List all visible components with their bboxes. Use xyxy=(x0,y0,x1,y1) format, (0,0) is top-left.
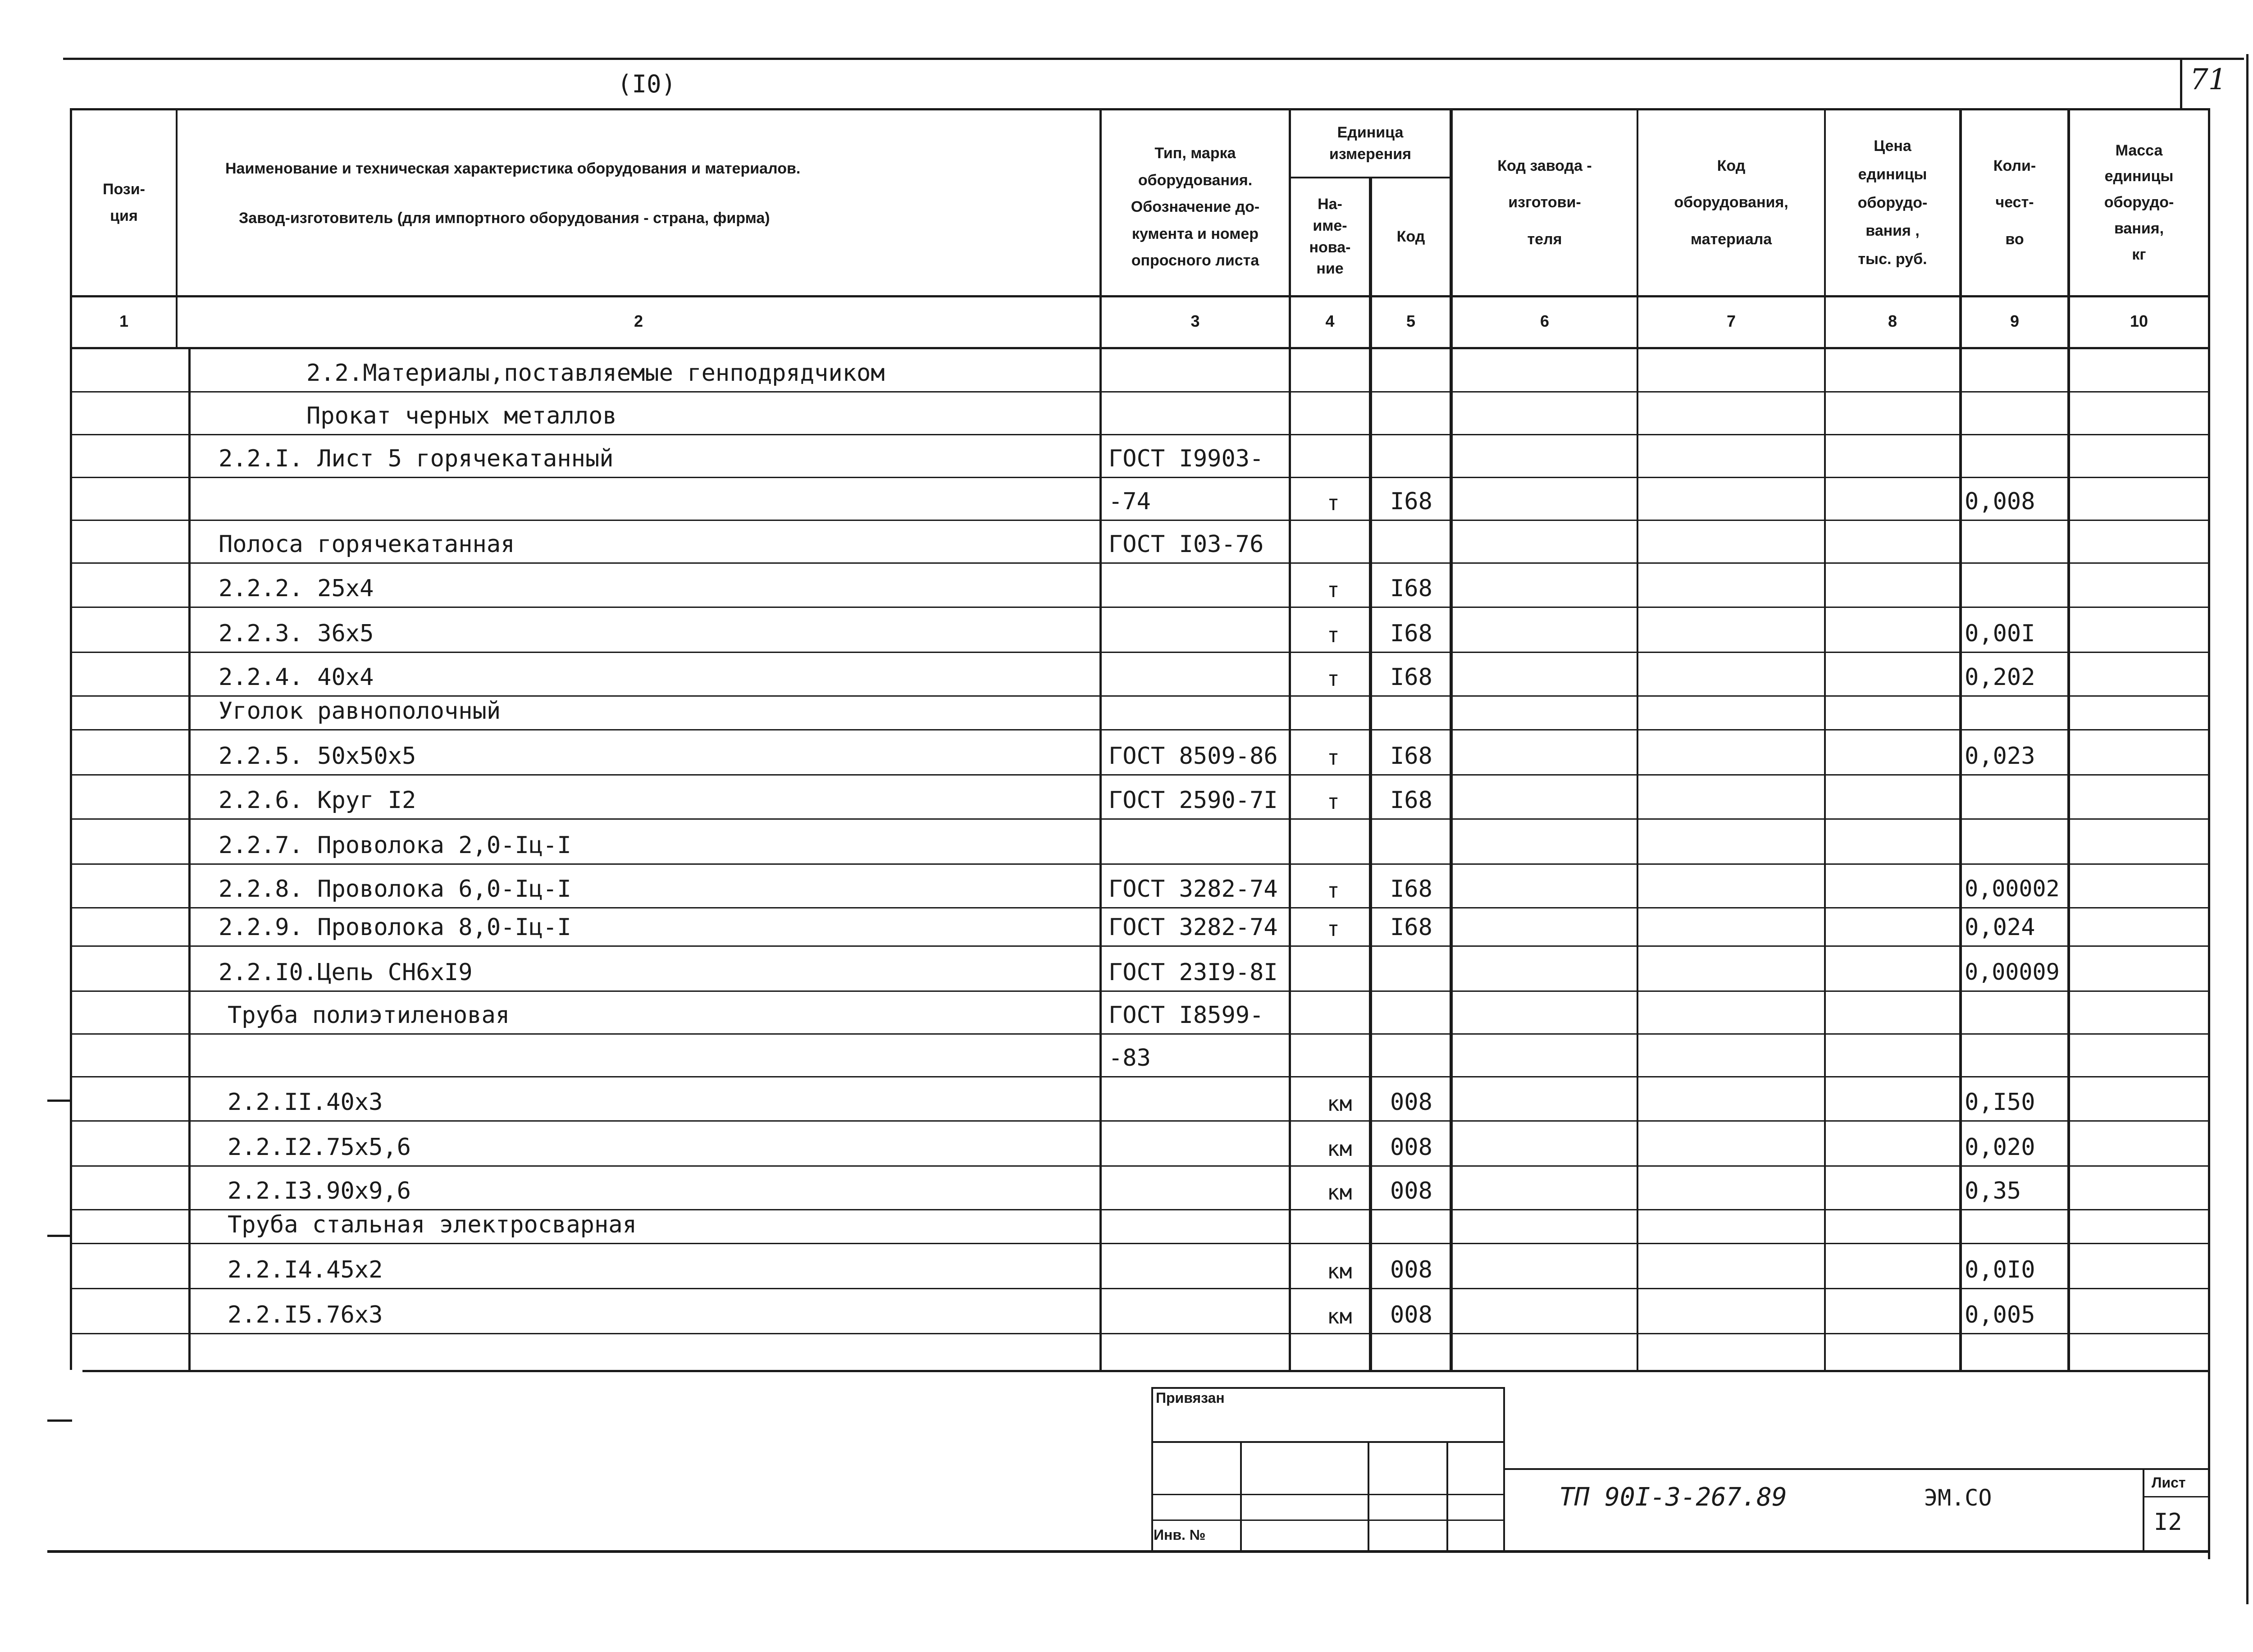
table-right-line xyxy=(2208,108,2210,1559)
row-doc: ГОСТ 2590-7I xyxy=(1108,787,1278,814)
row-doc: ГОСТ I03-76 xyxy=(1108,531,1264,558)
stamp-row-line-3 xyxy=(1151,1520,1505,1521)
row-line xyxy=(72,818,2208,820)
vline-6 xyxy=(1637,108,1638,1372)
colnum-10: 10 xyxy=(2130,312,2148,330)
row-doc: ГОСТ I9903- xyxy=(1108,445,1264,472)
header-equipment-code: Код оборудования, материала xyxy=(1674,157,1788,248)
row-code: I68 xyxy=(1390,575,1432,602)
row-doc: ГОСТ 23I9-8I xyxy=(1108,959,1278,986)
colnum-6: 6 xyxy=(1540,312,1550,330)
row-name: Прокат черных металлов xyxy=(306,402,617,429)
row-qty: 0,00009 xyxy=(1965,959,2060,985)
row-name: 2.2.I2.75х5,6 xyxy=(228,1134,411,1161)
row-code: 008 xyxy=(1390,1301,1432,1328)
vline-3 xyxy=(1289,108,1291,1372)
row-qty: 0,00002 xyxy=(1965,876,2060,902)
colnum-7: 7 xyxy=(1726,312,1736,330)
colnum-1: 1 xyxy=(119,312,129,330)
row-line xyxy=(72,863,2208,865)
row-line xyxy=(72,1033,2208,1035)
margin-tick-3 xyxy=(47,1419,72,1422)
row-qty: 0,020 xyxy=(1965,1134,2035,1161)
row-name: 2.2.8. Проволока 6,0-Iц-I xyxy=(219,876,571,903)
vline-4 xyxy=(1369,177,1372,1371)
sheet-label: Лист xyxy=(2152,1474,2186,1491)
header-unit-price: Цена единицы оборудо- вания , тыс. руб. xyxy=(1857,137,1928,268)
row-name: 2.2.7. Проволока 2,0-Iц-I xyxy=(219,832,571,859)
row-unit: км xyxy=(1327,1136,1352,1161)
colnum-9: 9 xyxy=(2010,312,2020,330)
row-qty: 0,005 xyxy=(1965,1301,2035,1328)
row-code: I68 xyxy=(1390,664,1432,691)
designation-top-line xyxy=(1505,1468,2209,1470)
row-name: 2.2.4. 40х4 xyxy=(219,664,374,691)
row-unit: км xyxy=(1327,1304,1352,1328)
sheet-code: ЭМ.СО xyxy=(1924,1485,1992,1511)
row-qty: 0,0I0 xyxy=(1965,1256,2035,1283)
table-left-line xyxy=(70,108,72,1370)
row-name: Полоса горячекатанная xyxy=(219,531,515,558)
top-border-line xyxy=(63,58,2244,60)
sheet-number: I2 xyxy=(2154,1509,2182,1536)
margin-tick-2 xyxy=(47,1235,72,1237)
row-doc: -83 xyxy=(1108,1045,1151,1072)
row-code: 008 xyxy=(1390,1177,1432,1205)
row-code: I68 xyxy=(1390,787,1432,814)
header-type-doc: Тип, марка оборудования. Обозначение до- кумента и номер опросного листа xyxy=(1131,145,1260,269)
colnum-5: 5 xyxy=(1406,312,1416,330)
vline-7 xyxy=(1824,108,1826,1372)
header-unit-group: Единица измерения xyxy=(1329,123,1411,163)
row-line xyxy=(72,1165,2208,1167)
row-name: 2.2.II.40х3 xyxy=(228,1089,383,1116)
stamp-left-line xyxy=(1151,1387,1153,1550)
row-unit: т xyxy=(1327,917,1340,941)
row-line xyxy=(72,774,2208,776)
header-quantity: Коли- чест- во xyxy=(1993,157,2036,248)
row-unit: км xyxy=(1327,1091,1352,1116)
stamp-top-line xyxy=(1151,1387,1505,1389)
row-name: Уголок равнополочный xyxy=(219,698,501,725)
header-unit-mass: Масса единицы оборудо- вания, кг xyxy=(2104,141,2174,263)
row-qty: 0,023 xyxy=(1965,743,2035,770)
stamp-tied-label: Привязан xyxy=(1156,1390,1225,1406)
sheet-box-left xyxy=(2143,1468,2144,1550)
row-name: 2.2.Материалы,поставляемые генподрядчиком xyxy=(306,360,885,387)
colnum-3: 3 xyxy=(1190,312,1200,330)
colnum-4: 4 xyxy=(1325,312,1335,330)
vline-9 xyxy=(2067,108,2070,1372)
header-name-line1: Наименование и техническая характеристика оборудования и материалов. xyxy=(225,160,801,177)
row-name: 2.2.5. 50х50х5 xyxy=(219,743,416,770)
row-code: I68 xyxy=(1390,743,1432,770)
row-unit: т xyxy=(1327,491,1340,515)
table-bottom-line xyxy=(82,1370,2210,1372)
row-doc: ГОСТ 3282-74 xyxy=(1108,914,1278,941)
row-name: 2.2.I. Лист 5 горячекатанный xyxy=(219,445,614,472)
header-name-line2: Завод-изготовитель (для импортного оборудования - страна, фирма) xyxy=(239,210,770,227)
margin-tick-1 xyxy=(47,1100,72,1102)
designation-code: ТП 90I-3-267.89 xyxy=(1559,1483,1787,1512)
vline-1-body xyxy=(188,347,191,1372)
row-name: 2.2.3. 36х5 xyxy=(219,620,374,647)
row-name: 2.2.2. 25х4 xyxy=(219,575,374,602)
row-name: 2.2.I0.Цепь СН6хI9 xyxy=(219,959,473,986)
sheet-box-mid xyxy=(2143,1496,2209,1497)
row-unit: км xyxy=(1327,1180,1352,1205)
row-name: 2.2.6. Круг I2 xyxy=(219,787,416,814)
row-line xyxy=(72,434,2208,435)
vline-5 xyxy=(1450,108,1453,1371)
stamp-row-line-2 xyxy=(1151,1494,1505,1495)
colnum-8: 8 xyxy=(1888,312,1897,330)
row-code: 008 xyxy=(1390,1089,1432,1116)
row-line xyxy=(72,562,2208,564)
header-unit-name: На- име- нова- ние xyxy=(1309,196,1351,278)
stamp-row-line-1 xyxy=(1151,1441,1505,1443)
row-line xyxy=(72,695,2208,697)
row-qty: 0,202 xyxy=(1965,664,2035,691)
row-code: 008 xyxy=(1390,1134,1432,1161)
stamp-col-line-1 xyxy=(1240,1441,1242,1550)
row-doc: -74 xyxy=(1108,488,1151,515)
row-line xyxy=(72,1288,2208,1289)
row-name: 2.2.I4.45х2 xyxy=(228,1256,383,1283)
row-unit: т xyxy=(1327,789,1340,814)
stamp-col-line-2 xyxy=(1368,1441,1369,1550)
row-qty: 0,I50 xyxy=(1965,1089,2035,1116)
stamp-col-line-3 xyxy=(1446,1441,1448,1550)
header-factory-code: Код завода - изготови- теля xyxy=(1497,157,1592,248)
row-line xyxy=(72,1243,2208,1244)
row-name: Труба стальная электросварная xyxy=(228,1211,637,1238)
row-line xyxy=(72,652,2208,653)
row-qty: 0,35 xyxy=(1965,1177,2021,1205)
vline-8 xyxy=(1959,108,1962,1372)
sheet-mark: 71 xyxy=(2190,63,2227,96)
row-line xyxy=(72,907,2208,908)
row-unit: т xyxy=(1327,666,1340,691)
row-code: I68 xyxy=(1390,488,1432,515)
row-name: Труба полиэтиленовая xyxy=(228,1002,510,1029)
header-position: Пози- ция xyxy=(103,180,145,224)
row-code: I68 xyxy=(1390,914,1432,941)
row-code: I68 xyxy=(1390,620,1432,647)
row-qty: 0,008 xyxy=(1965,488,2035,515)
row-unit: т xyxy=(1327,878,1340,903)
page-number-top: (I0) xyxy=(617,70,676,98)
row-line xyxy=(72,607,2208,608)
row-doc: ГОСТ I8599- xyxy=(1108,1002,1264,1029)
row-line xyxy=(72,945,2208,947)
colnum-2: 2 xyxy=(634,312,643,330)
row-line xyxy=(72,729,2208,730)
row-name: 2.2.I3.90х9,6 xyxy=(228,1177,411,1205)
row-qty: 0,00I xyxy=(1965,620,2035,647)
row-line xyxy=(72,477,2208,478)
row-line xyxy=(72,990,2208,992)
sheet-bottom-line xyxy=(47,1550,2210,1553)
row-line xyxy=(72,520,2208,521)
row-unit: т xyxy=(1327,578,1340,602)
row-line xyxy=(72,391,2208,392)
row-qty: 0,024 xyxy=(1965,914,2035,941)
header-bottom-line xyxy=(70,295,2210,297)
row-code: I68 xyxy=(1390,876,1432,903)
header-unit-code: Код xyxy=(1396,228,1425,245)
sheet-mark-divider xyxy=(2180,59,2182,108)
row-name: 2.2.9. Проволока 8,0-Iц-I xyxy=(219,914,571,941)
vline-2 xyxy=(1099,108,1102,1372)
right-margin-line xyxy=(2246,54,2248,1604)
row-line xyxy=(72,1076,2208,1077)
row-doc: ГОСТ 3282-74 xyxy=(1108,876,1278,903)
row-unit: км xyxy=(1327,1259,1352,1283)
stamp-inv-label: Инв. № xyxy=(1154,1527,1206,1543)
row-line xyxy=(72,1209,2208,1210)
numbers-bottom-line xyxy=(70,347,2210,349)
row-unit: т xyxy=(1327,745,1340,770)
row-doc: ГОСТ 8509-86 xyxy=(1108,743,1278,770)
row-unit: т xyxy=(1327,623,1340,647)
row-line xyxy=(72,1120,2208,1122)
row-code: 008 xyxy=(1390,1256,1432,1283)
row-name: 2.2.I5.76х3 xyxy=(228,1301,383,1328)
row-line xyxy=(72,1333,2208,1334)
